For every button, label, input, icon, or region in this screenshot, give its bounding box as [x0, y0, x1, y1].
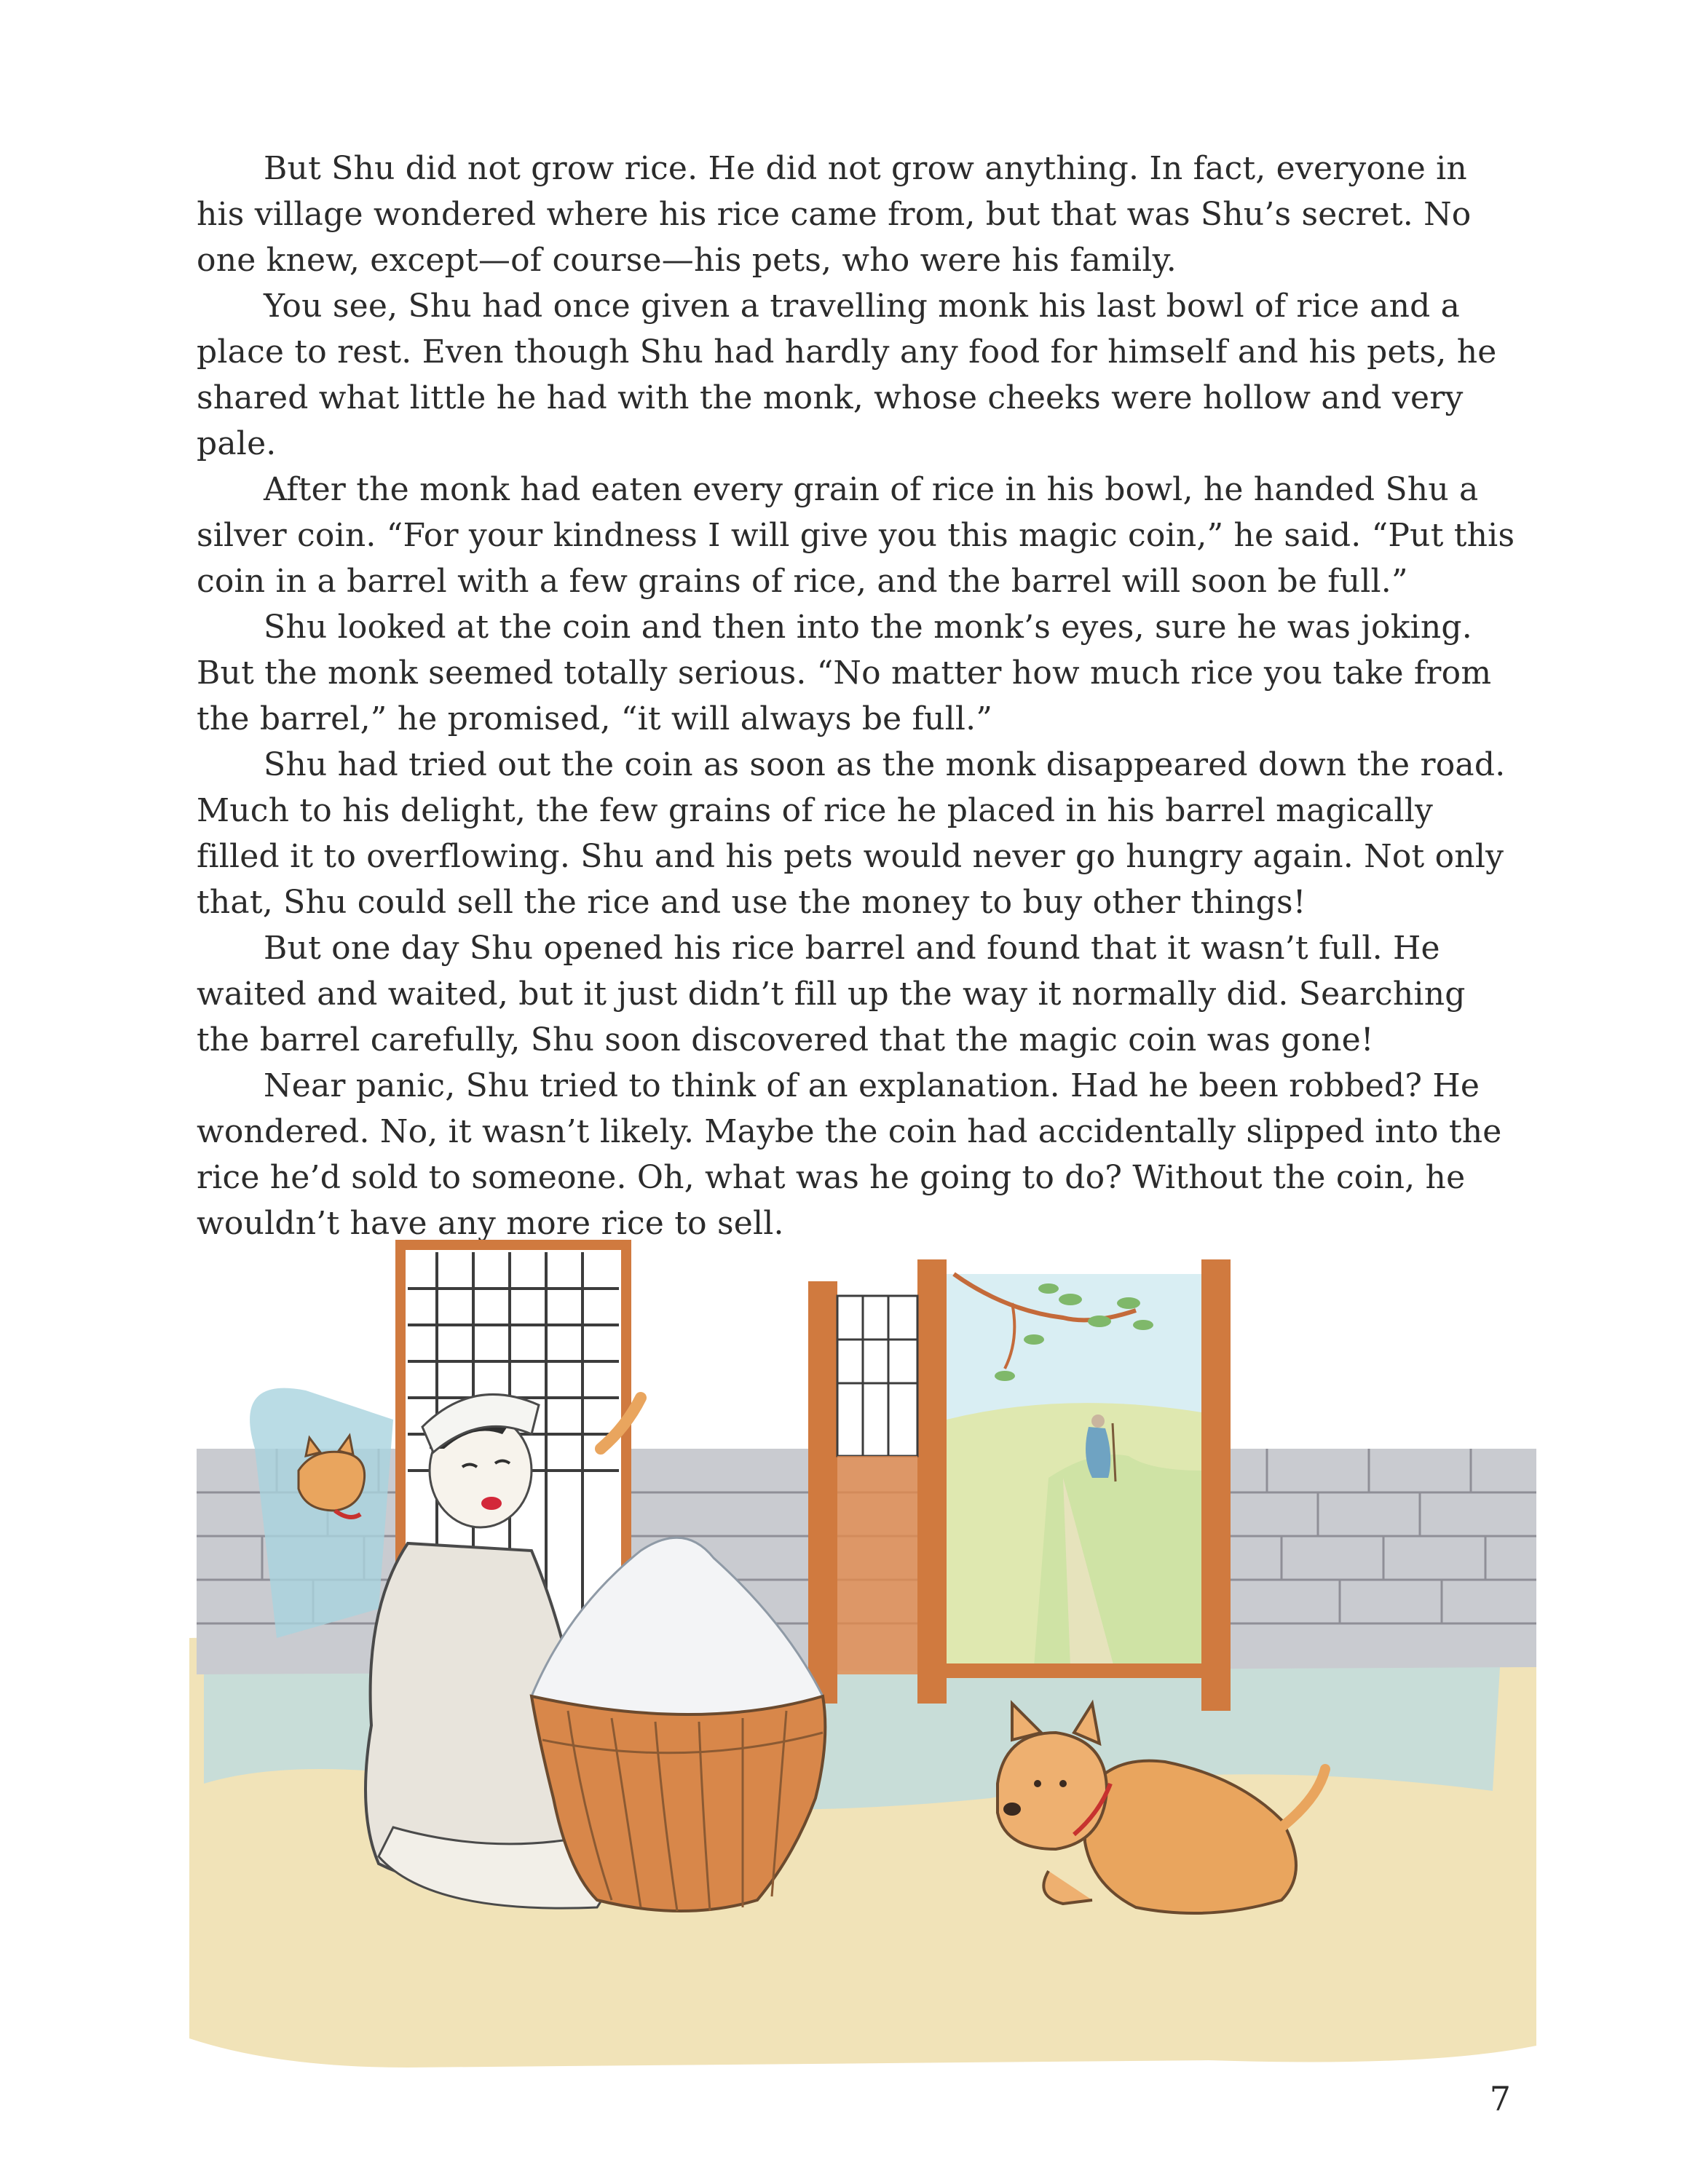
story-text	[197, 146, 1522, 1246]
door-frame	[808, 1259, 1231, 1711]
paragraph-2: You see, Shu had once given a travelling monk his last bowl of rice and a place to rest. Even though Shu had hardly any food for himself and his pets, he shared what little he had with the monk, whose cheeks were hollow and very pale.	[197, 288, 1497, 462]
illustration-svg	[189, 1230, 1536, 2075]
paragraph-6: But one day Shu opened his rice barrel and found that it wasn’t full. He waited and waited, but it just didn’t fill up the way it normally did. Searching the barrel carefully, Shu soon discovered that the magic coin was gone!	[197, 930, 1466, 1059]
page-number: 7	[1489, 2079, 1511, 2118]
paragraph-7: Near panic, Shu tried to think of an explanation. Had he been robbed? He wondered. No, it wasn’t likely. Maybe the coin had accidentally slipped into the rice he’d sold to someone. Oh, what was he going to do? Without the coin, he wouldn’t have any more rice to sell.	[197, 1067, 1502, 1242]
paragraph-3: After the monk had eaten every grain of rice in his bowl, he handed Shu a silver coin. “For your kindness I will give you this magic coin,” he said. “Put this coin in a barrel with a few grains of rice, and the barrel will soon be full.”	[197, 471, 1515, 600]
paragraph-1: But Shu did not grow rice. He did not grow anything. In fact, everyone in his village wondered where his rice came from, but that was Shu’s secret. No one knew, except—of course—his pets, who were his family.	[197, 150, 1472, 279]
paragraph-4: Shu looked at the coin and then into the monk’s eyes, sure he was joking. But the monk seemed totally serious. “No matter how much rice you take from the barrel,” he promised, “it will always be full.”	[197, 609, 1492, 737]
paragraph-5: Shu had tried out the coin as soon as the monk disappeared down the road. Much to his delight, the few grains of rice he placed in his barrel magically filled it to overflowing. Shu and his pets would never go hungry again. Not only that, Shu could sell the rice and use the money to buy other things!	[197, 746, 1506, 921]
story-illustration	[189, 1230, 1536, 2075]
